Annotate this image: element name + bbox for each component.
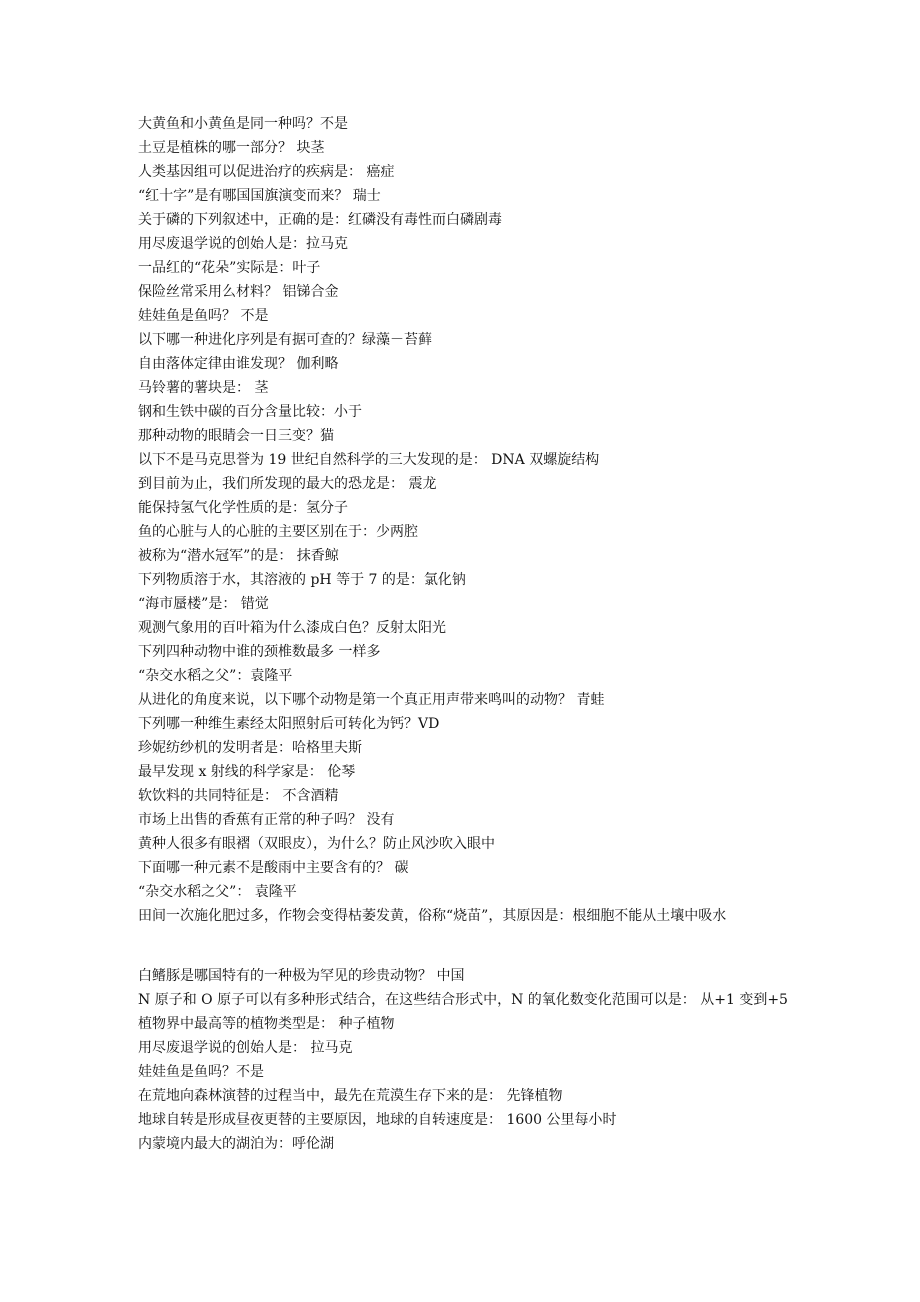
paragraph-gap (138, 928, 798, 964)
qa-line: 观测气象用的百叶箱为什么漆成白色？反射太阳光 (138, 620, 446, 636)
qa-line: N 原子和 O 原子可以有多种形式结合，在这些结合形式中，N 的氧化数变化范围可以是： 从+1 变到+5 (138, 992, 788, 1008)
qa-line: 下列哪一种维生素经太阳照射后可转化为钙？VD (138, 716, 440, 732)
qa-line: 鱼的心脏与人的心脏的主要区别在于：少两腔 (138, 524, 418, 540)
qa-line: “杂交水稻之父”：袁隆平 (138, 668, 293, 684)
qa-line: 下列物质溶于水，其溶液的 pH 等于 7 的是：氯化钠 (138, 572, 466, 588)
qa-line: 到目前为止，我们所发现的最大的恐龙是： 震龙 (138, 476, 437, 492)
qa-line: 最早发现 x 射线的科学家是： 伦琴 (138, 764, 356, 780)
qa-line: 人类基因组可以促进治疗的疾病是： 癌症 (138, 164, 395, 180)
qa-line: 在荒地向森林演替的过程当中，最先在荒漠生存下来的是： 先锋植物 (138, 1088, 563, 1104)
qa-line: 保险丝常采用么材料？ 铝锑合金 (138, 284, 339, 300)
qa-line: 用尽废退学说的创始人是：拉马克 (138, 236, 348, 252)
qa-line: 以下不是马克思誉为 19 世纪自然科学的三大发现的是： DNA 双螺旋结构 (138, 452, 600, 468)
qa-line: 黄种人很多有眼褶（双眼皮），为什么？防止风沙吹入眼中 (138, 836, 495, 852)
qa-line: 那种动物的眼睛会一日三变？猫 (138, 428, 334, 444)
qa-line: 大黄鱼和小黄鱼是同一种吗？不是 (138, 116, 348, 132)
qa-line: 从进化的角度来说，以下哪个动物是第一个真正用声带来鸣叫的动物？ 青蛙 (138, 692, 605, 708)
qa-line: 内蒙境内最大的湖泊为：呼伦湖 (138, 1136, 334, 1152)
qa-line: 能保持氢气化学性质的是：氢分子 (138, 500, 348, 516)
qa-line: 以下哪一种进化序列是有据可查的？绿藻－苔藓 (138, 332, 432, 348)
qa-line: 被称为“潜水冠军”的是： 抹香鲸 (138, 548, 339, 564)
document-body (138, 112, 798, 1156)
qa-line: 关于磷的下列叙述中，正确的是：红磷没有毒性而白磷剧毒 (138, 212, 502, 228)
qa-block-1 (138, 112, 798, 928)
qa-line: 下面哪一种元素不是酸雨中主要含有的？ 碳 (138, 860, 409, 876)
qa-line: 田间一次施化肥过多，作物会变得枯萎发黄，俗称“烧苗”，其原因是：根细胞不能从土壤中吸水 (138, 908, 727, 924)
qa-line: “海市蜃楼”是： 错觉 (138, 596, 269, 612)
qa-line: 珍妮纺纱机的发明者是：哈格里夫斯 (138, 740, 362, 756)
qa-block-2 (138, 964, 798, 1156)
qa-line: 马铃薯的薯块是： 茎 (138, 380, 269, 396)
qa-line: 植物界中最高等的植物类型是： 种子植物 (138, 1016, 395, 1032)
qa-line: “杂交水稻之父”： 袁隆平 (138, 884, 297, 900)
qa-line: 下列四种动物中谁的颈椎数最多 一样多 (138, 644, 381, 660)
qa-line: 地球自转是形成昼夜更替的主要原因，地球的自转速度是： 1600 公里每小时 (138, 1112, 617, 1128)
qa-line: 用尽废退学说的创始人是： 拉马克 (138, 1040, 353, 1056)
qa-line: 娃娃鱼是鱼吗？不是 (138, 1064, 264, 1080)
qa-line: 钢和生铁中碳的百分含量比较：小于 (138, 404, 362, 420)
qa-line: 自由落体定律由谁发现？ 伽利略 (138, 356, 339, 372)
qa-line: 白鳍豚是哪国特有的一种极为罕见的珍贵动物？ 中国 (138, 968, 465, 984)
qa-line: 一品红的“花朵”实际是：叶子 (138, 260, 321, 276)
qa-line: 软饮料的共同特征是： 不含酒精 (138, 788, 339, 804)
qa-line: 市场上出售的香蕉有正常的种子吗？ 没有 (138, 812, 395, 828)
qa-line: “红十字”是有哪国国旗演变而来？ 瑞士 (138, 188, 381, 204)
qa-line: 土豆是植株的哪一部分？ 块茎 (138, 140, 325, 156)
qa-line: 娃娃鱼是鱼吗？ 不是 (138, 308, 269, 324)
